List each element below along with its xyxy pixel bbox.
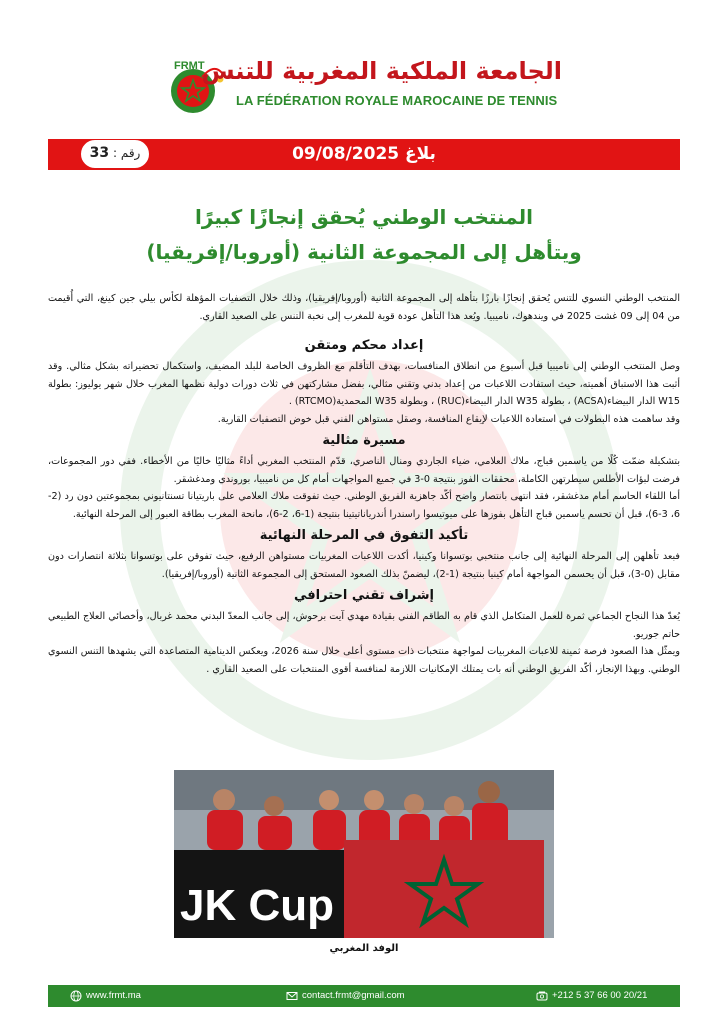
- communique-date: بلاغ 09/08/2025: [292, 144, 436, 164]
- number-value: 33: [89, 145, 110, 161]
- phone-icon: [536, 990, 548, 1002]
- federation-name-french: LA FÉDÉRATION ROYALE MAROCAINE DE TENNIS: [236, 93, 558, 108]
- title-line-2: ويتأهل إلى المجموعة الثانية (أوروبا/إفريقيا): [146, 240, 582, 264]
- email-link[interactable]: contact.frmt@gmail.com: [302, 990, 405, 1001]
- section-paragraph: فبعد تأهلهن إلى المرحلة النهائية إلى جانب منتخبي بوتسوانا وكينيا، أكدت اللاعبات المغربيات مستواهن الرفيع، حيث تفوقن على بوتسوانا بثلاثة انتصارات دون مقابل (0-3)، قبل أن يحسمن المواجهة أمام كينيا بنتيجة (1-2)، ليضمنّ بذلك الصعود المستحق إلى المجموعة الثانية (أوروبا/إفريقيا).: [48, 551, 680, 580]
- section-heading: إعداد محكم ومتقن: [304, 338, 424, 353]
- letterhead: [0, 55, 728, 115]
- section-paragraph: بتشكيلة ضمّت كُلًا من ياسمين قباج، ملاك العلامي، ضياء الجاردي ومنال الناصري، قدّم المنتخب المغربي أداءً مثاليًا خاليًا من الأخطاء. ففي دور المجموعات، فرضت لبؤات الأطلس سيطرتهن الكاملة، محققات الفوز بنتيجة 0-3 في جميع المواجهات أمام كل من ناميبيا، بوروندي ومدغشقر.: [48, 456, 680, 485]
- section-heading: تأكيد التفوق في المرحلة النهائية: [259, 528, 469, 543]
- svg-text:JK Cup: JK Cup: [180, 881, 334, 930]
- team-photo: [174, 770, 554, 938]
- section-paragraph: وقد ساهمت هذه البطولات في استعادة اللاعبات لإيقاع المنافسة، وصقل مستواهن الفني قبل خوض التصفيات القارية.: [217, 413, 680, 425]
- section-paragraph: وصل المنتخب الوطني إلى ناميبيا قبل أسبوع من انطلاق المنافسات، بهدف التأقلم مع الظروف الخاصة للبلد المضيف، واستكمال تحضيراته بشكل مثالي. وقد أثبت هذا الاستباق أهميته، حيث استفادت اللاعبات من إعداد بدني وتقني مثالي، بفضل مشاركتهن في ثلاث دورات دولية نظمها المغرب خلال شهر يوليوز: بطولة W15 الدار البيضاء(ACSA) ، بطولة W35 الدار البيضاء(RUC) ، وبطولة W35 المحمدية(RTCMO) .: [48, 361, 680, 407]
- footer-phone[interactable]: [536, 985, 647, 1007]
- intro-paragraph: المنتخب الوطني النسوي للتنس يُحقق إنجازًا بارزًا بتأهله إلى المجموعة الثانية (أوروبا/إفريقيا)، وذلك خلال التصفيات المؤهلة لكأس بيلي جين كينغ، التي أُقيمت من 04 إلى 09 غشت 2025 في ويندهوك، ناميبيا. ويُعد هذا التأهل عودة قوية للمغرب إلى نخبة التنس على الصعيد القاري.: [48, 293, 680, 322]
- communique-number-badge: [80, 139, 150, 169]
- footer-bar: [48, 985, 680, 1007]
- federation-name-arabic: الجامعة الملكية المغربية للتنس: [201, 57, 562, 85]
- section-paragraph: يُعدّ هذا النجاح الجماعي ثمرة للعمل المتكامل الذي قام به الطاقم الفني بقيادة مهدي آيت برحوش، إلى جانب المعدّ البدني محمد غربال، وأخصائي العلاج الطبيعي حاتم جوريو.: [48, 611, 680, 640]
- svg-text:FRMT: FRMT: [174, 60, 205, 72]
- section-paragraph: أما اللقاء الحاسم أمام مدغشقر، فقد انتهى بانتصار واضح أكّد جاهزية الفريق الوطني. حيث تفوقت ملاك العلامي على باريتيانا تسنتانيوني بمجموعتين دون رد (2-6، 3-6)، قبل أن تحسم ياسمين قباج التأهل بفوزها على ميوتيسوا راسندرا أندرياناتيتينا بنتيجة (1-6، 2-6)، مانحة المغرب بطاقة العبور إلى المرحلة النهائية.: [48, 491, 680, 520]
- number-label: رقم :: [112, 146, 141, 160]
- article-body: [48, 290, 680, 678]
- footer-website[interactable]: [70, 985, 141, 1007]
- envelope-icon: [286, 990, 298, 1002]
- section-heading: مسيرة مثالية: [322, 433, 406, 448]
- globe-icon: [70, 990, 82, 1002]
- main-title: [60, 200, 668, 270]
- phone-number[interactable]: +212 5 37 66 00 20/21: [552, 990, 648, 1001]
- title-line-1: المنتخب الوطني يُحقق إنجازًا كبيرًا: [195, 205, 533, 229]
- footer-email[interactable]: [286, 985, 405, 1007]
- photo-caption: الوفد المغربي: [329, 943, 399, 954]
- website-link[interactable]: www.frmt.ma: [86, 990, 141, 1001]
- moroccan-flag: [344, 840, 544, 938]
- section-paragraph: ويمثّل هذا الصعود فرصة ثمينة للاعبات المغربيات لمواجهة منتخبات ذات مستوى أعلى خلال سنة 2026، ويعكس الدينامية المتصاعدة التي يشهدها التنس النسوي الوطني. وبهذا الإنجاز، أكّد الفريق الوطني أنه بات يمتلك الإمكانيات اللازمة لمنافسة أقوى المنتخبات على الصعيد القاري .: [48, 646, 680, 675]
- section-heading: إشراف تقني احترافي: [294, 588, 434, 603]
